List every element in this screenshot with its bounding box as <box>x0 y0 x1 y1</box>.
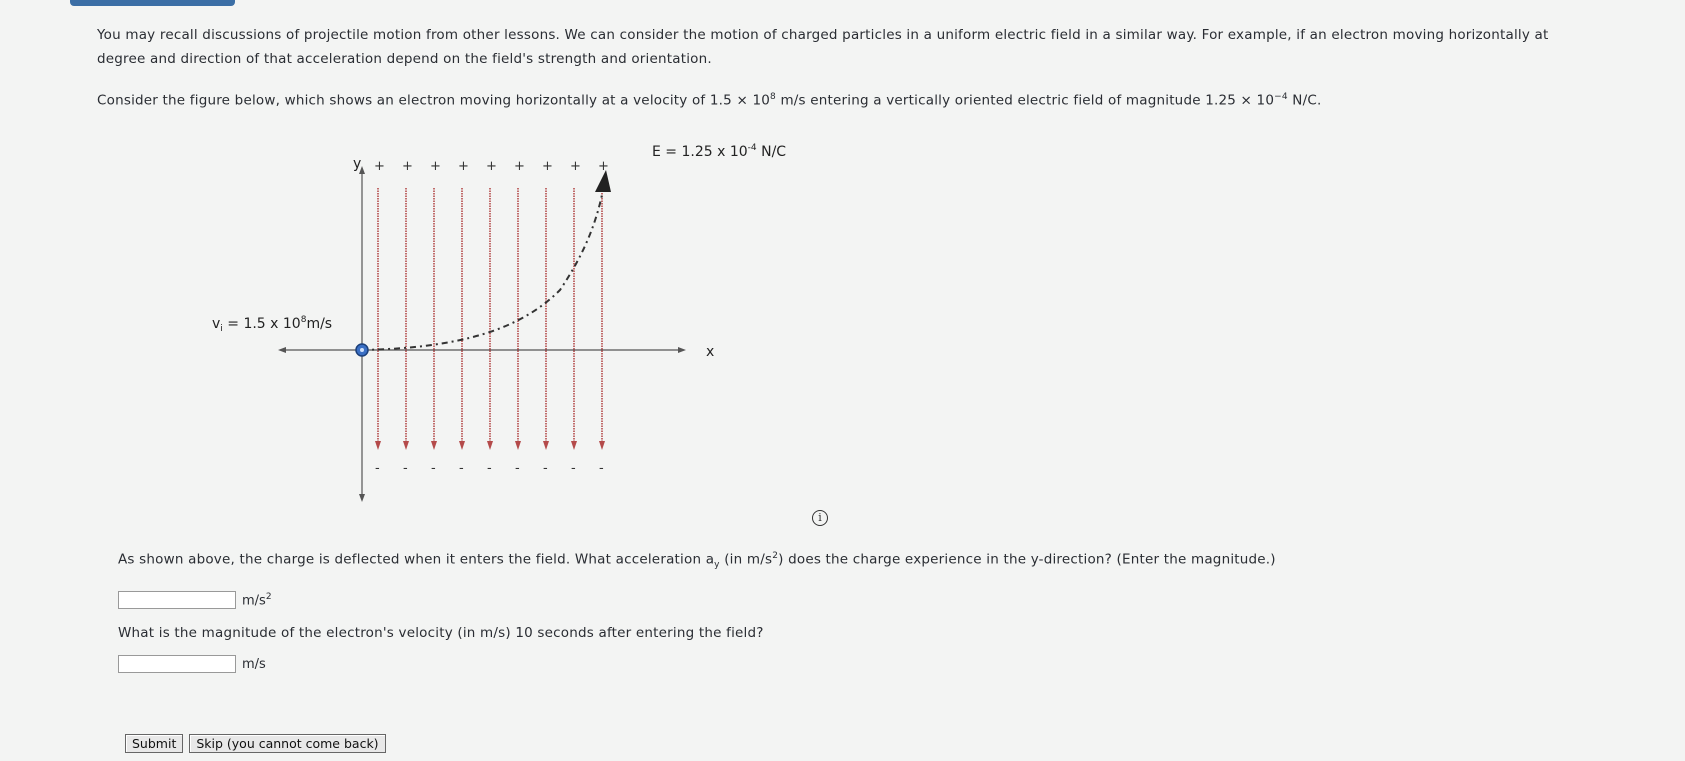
submit-button[interactable]: Submit <box>125 734 183 753</box>
acceleration-unit <box>242 592 272 608</box>
minus-sign: - <box>459 461 464 476</box>
electron-highlight <box>360 348 364 352</box>
velocity-unit-label: m/s <box>242 656 266 672</box>
question-1-sub: y <box>714 560 720 571</box>
action-buttons <box>125 734 386 753</box>
field-lines <box>375 188 605 450</box>
negative-plate-signs <box>375 461 604 476</box>
question-1-text-b: (in m/s <box>719 551 773 568</box>
question-2: What is the magnitude of the electron's velocity (in m/s) 10 seconds after entering the field? <box>118 625 764 641</box>
minus-sign: - <box>403 461 408 476</box>
acceleration-unit-exp: 2 <box>265 591 272 602</box>
field-line-arrowhead <box>487 441 493 450</box>
plus-sign: + <box>402 159 413 174</box>
velocity-exponent: 8 <box>770 92 776 102</box>
field-label-text: E = 1.25 x 10 <box>652 144 748 160</box>
field-exponent: −4 <box>1274 92 1288 102</box>
part-header-tab <box>70 0 235 6</box>
x-axis-arrow-right <box>678 347 686 353</box>
plus-sign: + <box>430 159 441 174</box>
electric-field-diagram <box>200 130 820 510</box>
electron-trajectory <box>362 190 603 350</box>
minus-sign: - <box>543 461 548 476</box>
field-line-arrowhead <box>375 441 381 450</box>
question-1-text-c: ) does the charge experience in the y-direction? (Enter the magnitude.) <box>778 551 1276 568</box>
intro-line-1: You may recall discussions of projectile motion from other lessons. We can consider the motion of charged particles in a uniform electric field in a similar way. For example, if an electron moving horizontally at <box>97 27 1549 43</box>
x-axis-label: x <box>706 344 715 360</box>
plus-sign: + <box>486 159 497 174</box>
field-label-exp: -4 <box>747 143 757 153</box>
plus-sign: + <box>458 159 469 174</box>
field-magnitude-label <box>652 143 786 160</box>
minus-sign: - <box>431 461 436 476</box>
minus-sign: - <box>571 461 576 476</box>
intro-line-3-text-c: N/C. <box>1287 92 1322 109</box>
question-1-exp: 2 <box>772 551 779 561</box>
plus-sign: + <box>598 159 609 174</box>
plus-sign: + <box>374 159 385 174</box>
plus-sign: + <box>542 159 553 174</box>
velocity-subscript: i <box>220 324 223 334</box>
info-icon[interactable]: i <box>812 510 828 526</box>
field-label-unit: N/C <box>756 144 787 160</box>
acceleration-unit-base: m/s <box>242 593 266 609</box>
x-axis-arrow-left <box>278 347 286 353</box>
field-line-arrowhead <box>431 441 437 450</box>
velocity-v: v <box>212 316 221 332</box>
field-line-arrowhead <box>403 441 409 450</box>
minus-sign: - <box>487 461 492 476</box>
minus-sign: - <box>599 461 604 476</box>
field-line-arrowhead <box>543 441 549 450</box>
minus-sign: - <box>515 461 520 476</box>
velocity-unit: m/s <box>306 316 333 332</box>
plus-sign: + <box>514 159 525 174</box>
acceleration-input[interactable] <box>118 591 236 609</box>
velocity-label <box>212 315 332 334</box>
intro-line-3 <box>97 86 1321 112</box>
field-line-arrowhead <box>599 441 605 450</box>
field-line-arrowhead <box>459 441 465 450</box>
question-1-text-a: As shown above, the charge is deflected when it enters the field. What acceleration a <box>118 551 715 568</box>
answer-1-row <box>118 591 272 609</box>
plus-sign: + <box>570 159 581 174</box>
field-line-arrowhead <box>571 441 577 450</box>
y-axis-arrow-down <box>359 494 365 502</box>
skip-button[interactable]: Skip (you cannot come back) <box>189 734 385 753</box>
intro-line-3-text-b: m/s entering a vertically oriented electric field of magnitude 1.25 × 10 <box>775 92 1275 109</box>
question-1 <box>118 551 1276 570</box>
velocity-value: = 1.5 x 10 <box>222 316 301 332</box>
field-line-arrowhead <box>515 441 521 450</box>
intro-line-2: degree and direction of that acceleration depend on the field's strength and orientation. <box>97 51 712 67</box>
y-axis-label: y <box>353 156 362 172</box>
velocity-exp: 8 <box>300 315 307 325</box>
minus-sign: - <box>375 461 380 476</box>
answer-2-row <box>118 655 266 673</box>
intro-line-3-text-a: Consider the figure below, which shows an electron moving horizontally at a velocity of 1.5 × 10 <box>97 92 771 109</box>
velocity-input[interactable] <box>118 655 236 673</box>
positive-plate-signs <box>374 159 609 174</box>
